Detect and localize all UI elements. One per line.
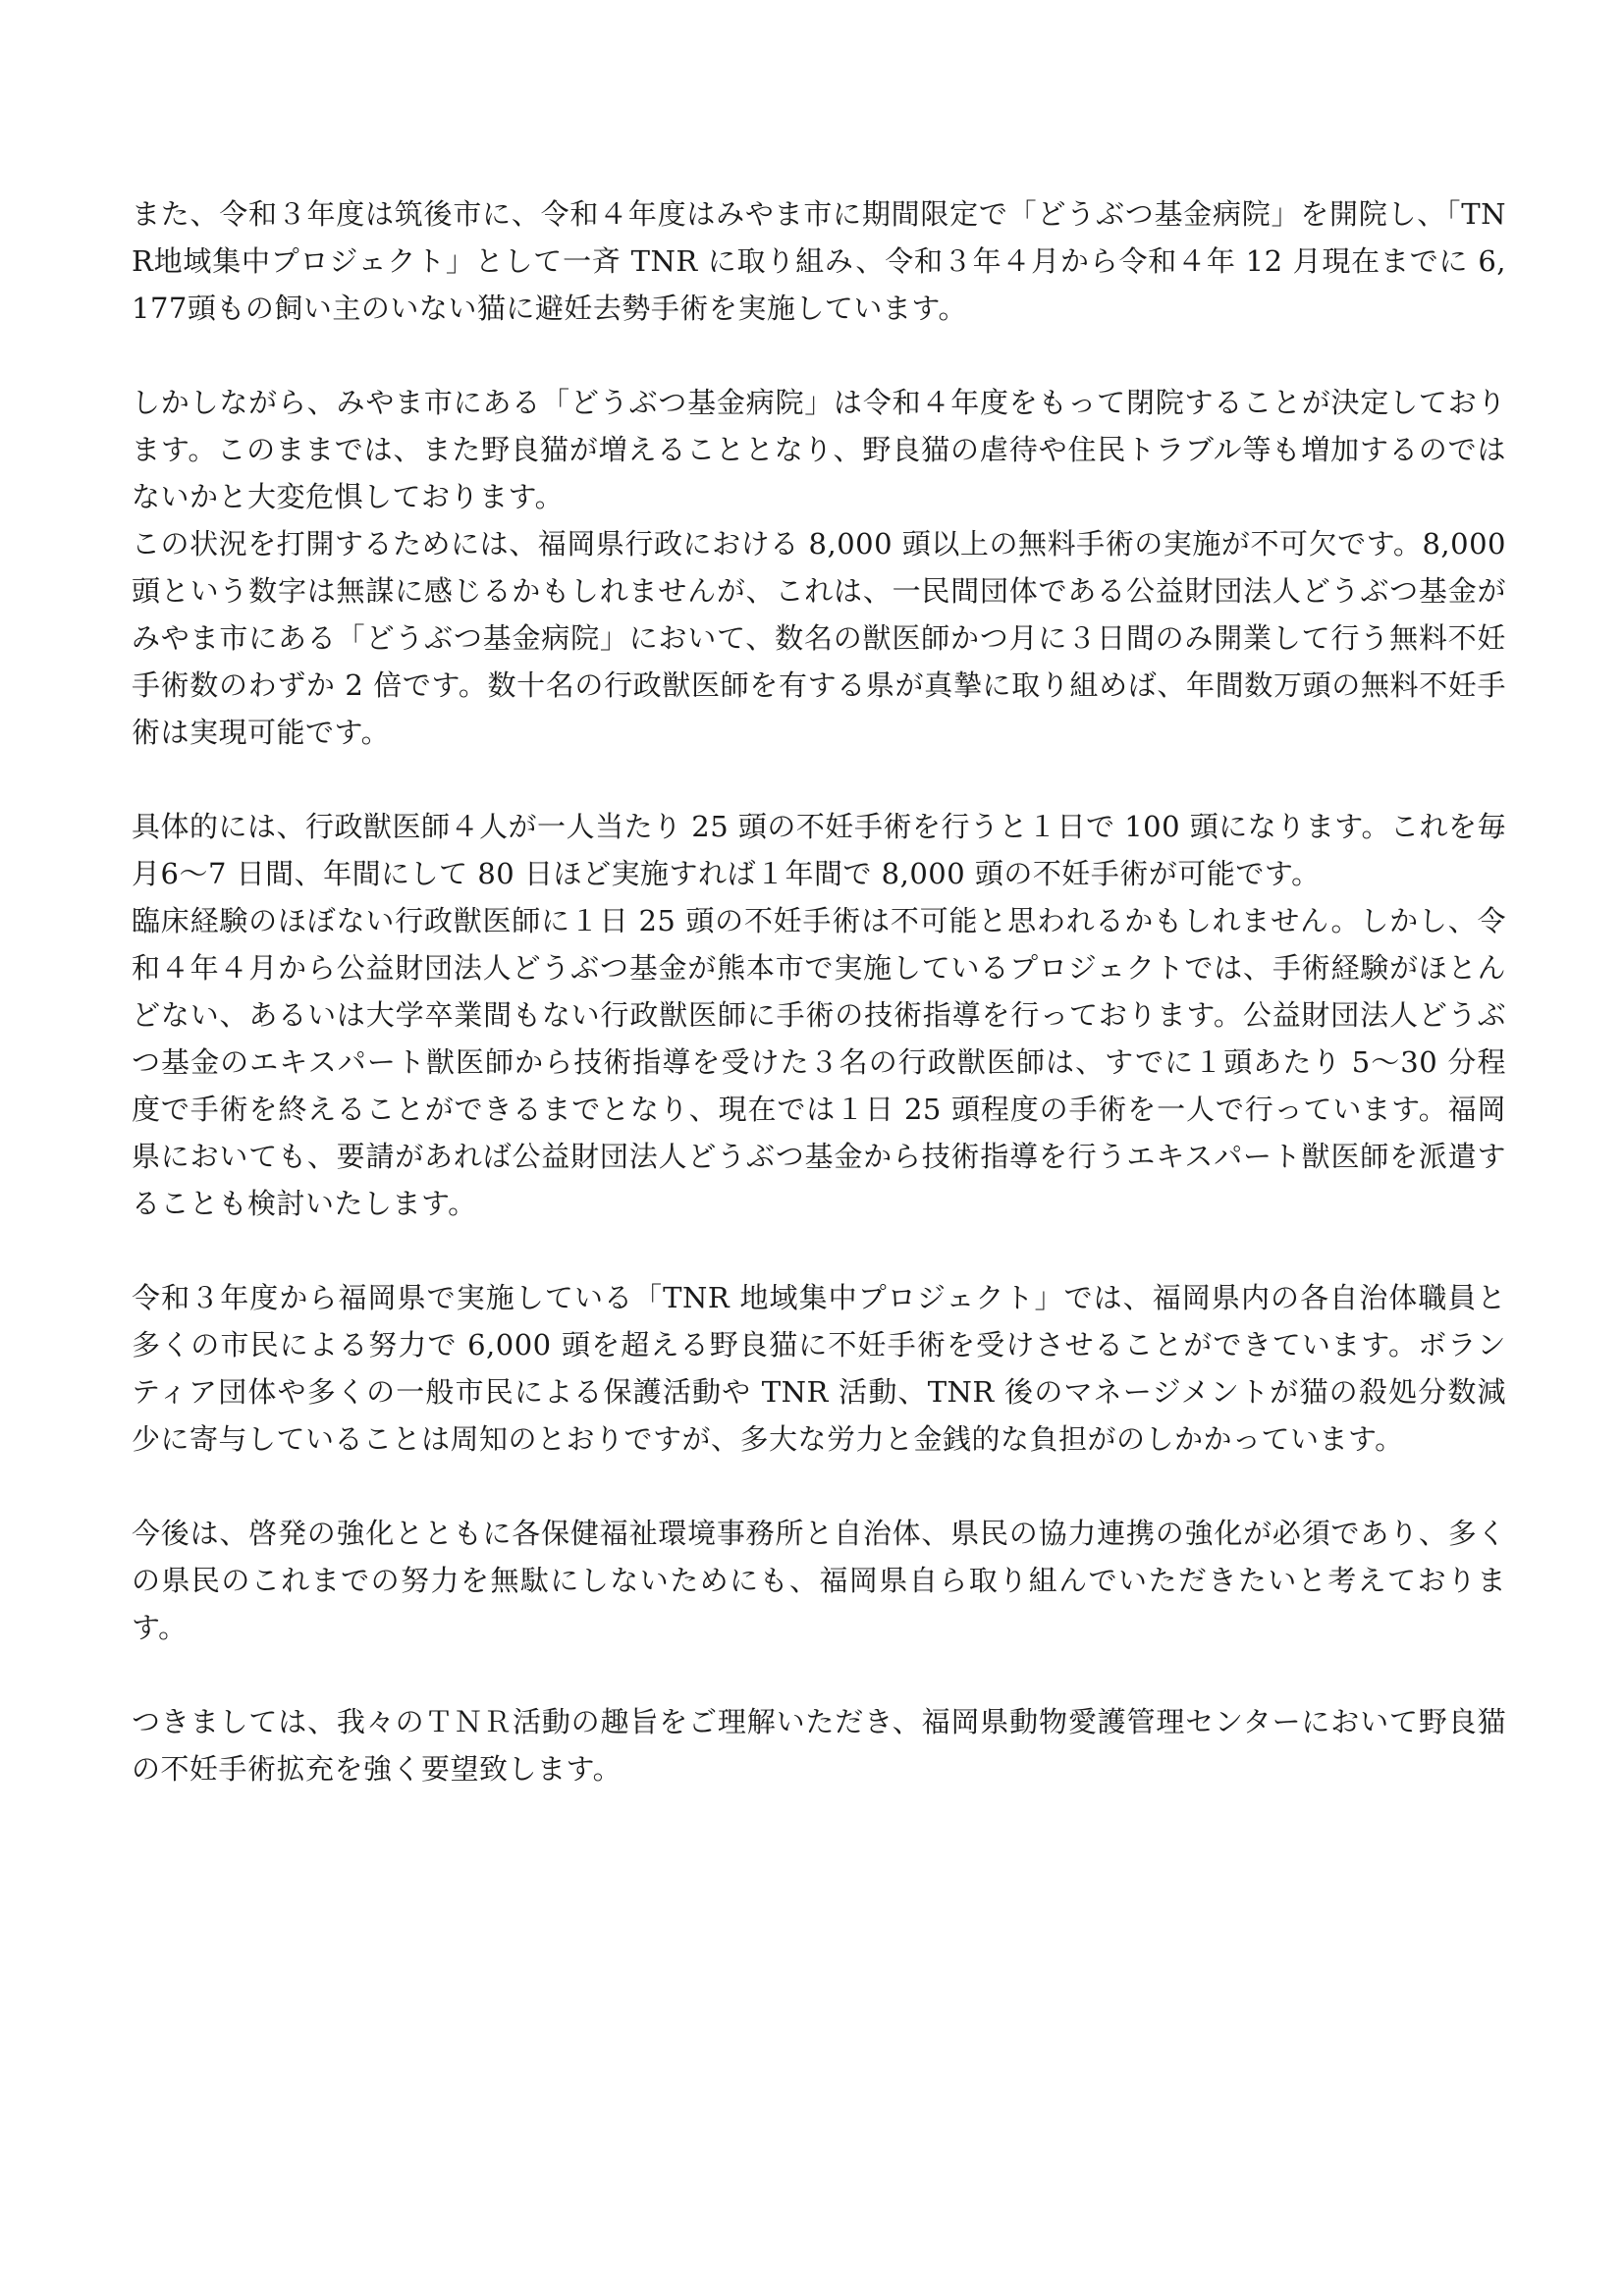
paragraph-4: 具体的には、行政獣医師４人が一人当たり 25 頭の不妊手術を行うと１日で 100 頭になります。これを毎月6〜7 日間、年間にして 80 日ほど実施すれば１年間で 8,000 頭の不妊手術が可能です。 <box>132 810 1506 890</box>
paragraph-spacer <box>132 1651 1506 1698</box>
paragraph-spacer <box>132 332 1506 379</box>
paragraph-1: また、令和３年度は筑後市に、令和４年度はみやま市に期間限定で「どうぶつ基金病院」を開院し、「TNR地域集中プロジェクト」として一斉 TNR に取り組み、令和３年４月から令和４年 12 月現在までに 6,177頭もの飼い主のいない猫に避妊去勢手術を実施しています。 <box>132 197 1506 325</box>
paragraph-spacer <box>132 1463 1506 1510</box>
paragraph-spacer <box>132 756 1506 803</box>
document-body <box>132 190 1506 1792</box>
paragraph-5: 臨床経験のほぼない行政獣医師に１日 25 頭の不妊手術は不可能と思われるかもしれません。しかし、令和４年４月から公益財団法人どうぶつ基金が熊本市で実施しているプロジェクトでは、手術経験がほとんどない、あるいは大学卒業間もない行政獣医師に手術の技術指導を行っております。公益財団法人どうぶつ基金のエキスパート獣医師から技術指導を受けた３名の行政獣医師は、すでに１頭あたり 5〜30 分程度で手術を終えることができるまでとなり、現在では１日 25 頭程度の手術を一人で行っています。福岡県においても、要請があれば公益財団法人どうぶつ基金から技術指導を行うエキスパート獣医師を派遣することも検討いたします。 <box>132 904 1506 1220</box>
paragraph-3: この状況を打開するためには、福岡県行政における 8,000 頭以上の無料手術の実施が不可欠です。8,000 頭という数字は無謀に感じるかもしれませんが、これは、一民間団体である公益財団法人どうぶつ基金がみやま市にある「どうぶつ基金病院」において、数名の獣医師かつ月に３日間のみ開業して行う無料不妊手術数のわずか 2 倍です。数十名の行政獣医師を有する県が真摯に取り組めば、年間数万頭の無料不妊手術は実現可能です。 <box>132 527 1506 749</box>
paragraph-8: つきましては、我々のＴＮＲ活動の趣旨をご理解いただき、福岡県動物愛護管理センターにおいて野良猫の不妊手術拡充を強く要望致します。 <box>132 1705 1506 1786</box>
paragraph-6: 令和３年度から福岡県で実施している「TNR 地域集中プロジェクト」では、福岡県内の各自治体職員と多くの市民による努力で 6,000 頭を超える野良猫に不妊手術を受けさせることができています。ボランティア団体や多くの一般市民による保護活動や TNR 活動、TNR 後のマネージメントが猫の殺処分数減少に寄与していることは周知のとおりですが、多大な労力と金銭的な負担がのしかかっています。 <box>132 1281 1506 1456</box>
paragraph-2: しかしながら、みやま市にある「どうぶつ基金病院」は令和４年度をもって閉院することが決定しております。このままでは、また野良猫が増えることとなり、野良猫の虐待や住民トラブル等も増加するのではないかと大変危惧しております。 <box>132 386 1506 513</box>
paragraph-spacer <box>132 1227 1506 1274</box>
paragraph-7: 今後は、啓発の強化とともに各保健福祉環境事務所と自治体、県民の協力連携の強化が必須であり、多くの県民のこれまでの努力を無駄にしないためにも、福岡県自ら取り組んでいただきたいと考えております。 <box>132 1517 1506 1644</box>
